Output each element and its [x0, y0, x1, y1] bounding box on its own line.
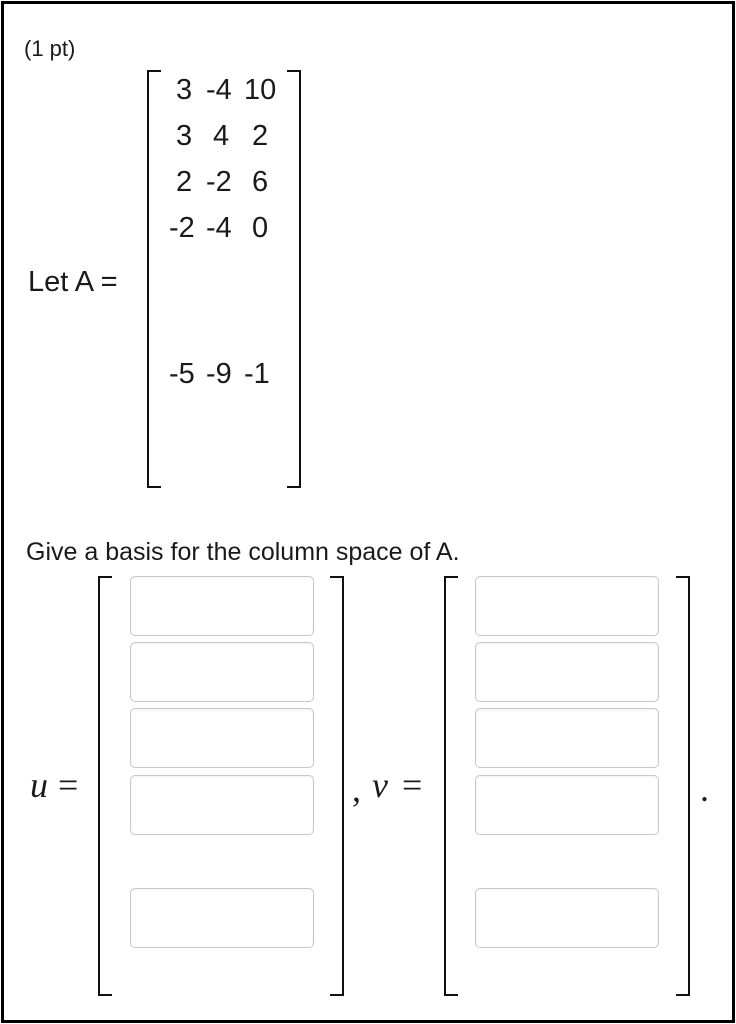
matrix-a-cell: -1 [244, 358, 270, 390]
v-left-bracket [444, 576, 458, 996]
matrix-a-cell: 4 [213, 120, 230, 152]
matrix-a-cell: 10 [244, 74, 277, 106]
u-right-bracket [330, 576, 344, 996]
u-equals-sign: = [58, 765, 79, 805]
matrix-a-cell: 6 [252, 166, 269, 198]
matrix-a-cell: 2 [176, 166, 193, 198]
question-prompt: Give a basis for the column space of A. [26, 538, 460, 566]
u-entry-2[interactable] [130, 642, 314, 702]
let-a-label: Let A = [28, 266, 118, 298]
u-symbol: u [30, 765, 48, 805]
u-entry-4[interactable] [130, 775, 314, 835]
v-entry-1[interactable] [475, 576, 659, 636]
u-entry-3[interactable] [130, 708, 314, 768]
matrix-a-cell: -5 [169, 358, 195, 390]
matrix-a-left-bracket [147, 70, 161, 488]
v-entry-2[interactable] [475, 642, 659, 702]
u-left-bracket [98, 576, 112, 996]
v-entry-4[interactable] [475, 775, 659, 835]
v-right-bracket [676, 576, 690, 996]
u-entry-5[interactable] [130, 888, 314, 948]
matrix-a-cell: 3 [176, 74, 193, 106]
matrix-a-cell: -2 [169, 212, 195, 244]
matrix-a-cell: 0 [252, 212, 269, 244]
u-entry-1[interactable] [130, 576, 314, 636]
matrix-a-cell: 3 [176, 120, 193, 152]
matrix-a-cell: -4 [206, 212, 232, 244]
final-period: . [700, 769, 709, 809]
matrix-a-cell: -9 [206, 358, 232, 390]
comma-separator: , [352, 769, 361, 809]
v-equals-sign: = [402, 765, 423, 805]
v-entry-3[interactable] [475, 708, 659, 768]
matrix-a-cell: 2 [252, 120, 269, 152]
v-symbol: v [372, 765, 388, 805]
matrix-a-cell: -2 [206, 166, 232, 198]
matrix-a-right-bracket [287, 70, 301, 488]
matrix-a-cell: -4 [206, 74, 232, 106]
v-entry-5[interactable] [475, 888, 659, 948]
points-label: (1 pt) [24, 36, 76, 61]
